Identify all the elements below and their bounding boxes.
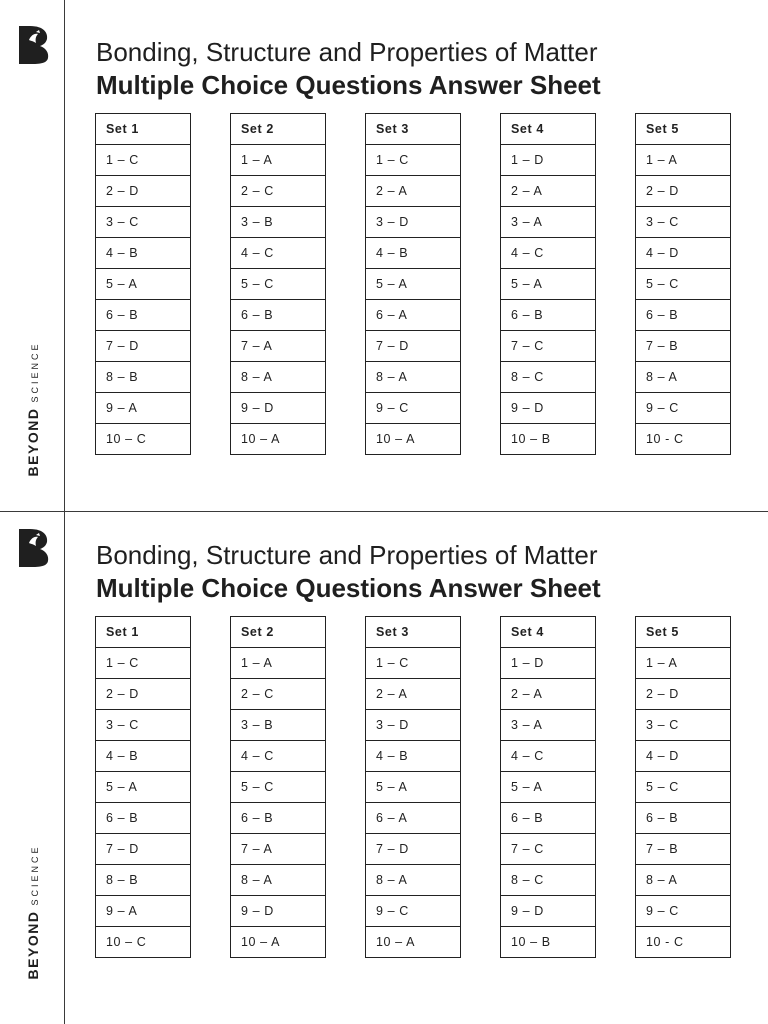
- answer-set-table: [635, 113, 731, 455]
- answer-cell: 3 – A: [501, 710, 595, 741]
- set-header: Set 1: [96, 617, 190, 648]
- answer-cell: 4 – C: [231, 741, 325, 772]
- answer-cell: 6 – B: [231, 300, 325, 331]
- answer-cell: 7 – D: [96, 331, 190, 362]
- answer-cell: 3 – D: [366, 207, 460, 238]
- answer-cell: 4 – B: [96, 238, 190, 269]
- answer-cell: 2 – A: [501, 176, 595, 207]
- answer-cell: 5 – C: [636, 772, 730, 803]
- set-header: Set 4: [501, 114, 595, 145]
- answer-cell: 4 – D: [636, 741, 730, 772]
- answer-cell: 3 – A: [501, 207, 595, 238]
- answer-cell: 8 – A: [636, 362, 730, 393]
- answer-cell: 8 – A: [231, 865, 325, 896]
- answer-cell: 10 – A: [366, 424, 460, 455]
- answer-cell: 1 – A: [636, 648, 730, 679]
- answer-cell: 8 – B: [96, 865, 190, 896]
- answer-cell: 8 – C: [501, 865, 595, 896]
- answer-cell: 3 – C: [96, 710, 190, 741]
- answer-cell: 6 – A: [366, 803, 460, 834]
- answer-cell: 10 – A: [366, 927, 460, 958]
- answer-cell: 7 – D: [366, 331, 460, 362]
- answer-cell: 3 – D: [366, 710, 460, 741]
- answer-cell: 1 – D: [501, 145, 595, 176]
- brand-wordmark: [25, 845, 41, 980]
- answer-cell: 4 – C: [501, 238, 595, 269]
- answer-cell: 10 – B: [501, 424, 595, 455]
- answer-cell: 5 – A: [366, 269, 460, 300]
- answer-set-table: [365, 616, 461, 958]
- answer-cell: 5 – C: [231, 772, 325, 803]
- set-header: Set 5: [636, 617, 730, 648]
- answer-set-table: [95, 113, 191, 455]
- sheet-title: Bonding, Structure and Properties of Matter: [96, 37, 598, 67]
- answer-cell: 8 – A: [366, 865, 460, 896]
- set-header: Set 4: [501, 617, 595, 648]
- answer-cell: 9 – C: [366, 896, 460, 927]
- answer-cell: 1 – A: [636, 145, 730, 176]
- answer-cell: 10 – A: [231, 927, 325, 958]
- set-header: Set 3: [366, 617, 460, 648]
- answer-cell: 10 - C: [636, 424, 730, 455]
- answer-cell: 9 – C: [636, 896, 730, 927]
- answer-cell: 6 – B: [96, 803, 190, 834]
- answer-cell: 9 – D: [231, 896, 325, 927]
- answer-cell: 10 – B: [501, 927, 595, 958]
- answer-cell: 4 – B: [96, 741, 190, 772]
- set-header: Set 5: [636, 114, 730, 145]
- sheet-title: Bonding, Structure and Properties of Matter: [96, 540, 598, 570]
- answer-cell: 9 – C: [366, 393, 460, 424]
- answer-cell: 6 – B: [636, 803, 730, 834]
- set-header: Set 2: [231, 114, 325, 145]
- answer-cell: 6 – B: [501, 300, 595, 331]
- answer-cell: 3 – B: [231, 710, 325, 741]
- answer-cell: 7 – A: [231, 834, 325, 865]
- answer-cell: 9 – C: [636, 393, 730, 424]
- answer-cell: 6 – A: [366, 300, 460, 331]
- answer-cell: 5 – C: [231, 269, 325, 300]
- answer-set-table: [95, 616, 191, 958]
- answer-cell: 5 – C: [636, 269, 730, 300]
- answer-cell: 2 – A: [366, 176, 460, 207]
- answer-cell: 1 – A: [231, 145, 325, 176]
- answer-cell: 10 - C: [636, 927, 730, 958]
- answer-cell: 6 – B: [231, 803, 325, 834]
- answer-cell: 6 – B: [96, 300, 190, 331]
- answer-cell: 7 – C: [501, 834, 595, 865]
- answer-cell: 9 – D: [231, 393, 325, 424]
- answer-cell: 7 – A: [231, 331, 325, 362]
- answer-cell: 5 – A: [501, 772, 595, 803]
- answer-cell: 1 – A: [231, 648, 325, 679]
- answer-cell: 2 – D: [636, 679, 730, 710]
- answer-cell: 10 – C: [96, 927, 190, 958]
- answer-cell: 2 – A: [501, 679, 595, 710]
- answer-cell: 1 – D: [501, 648, 595, 679]
- answer-cell: 4 – B: [366, 741, 460, 772]
- answer-set-table: [635, 616, 731, 958]
- answer-cell: 9 – D: [501, 393, 595, 424]
- sheet-subtitle: Multiple Choice Questions Answer Sheet: [96, 573, 601, 603]
- set-header: Set 3: [366, 114, 460, 145]
- answer-cell: 1 – C: [96, 145, 190, 176]
- answer-cell: 10 – C: [96, 424, 190, 455]
- answer-cell: 10 – A: [231, 424, 325, 455]
- answer-cell: 8 – A: [231, 362, 325, 393]
- answer-cell: 8 – B: [96, 362, 190, 393]
- answer-cell: 4 – C: [501, 741, 595, 772]
- brand-word-science: SCIENCE: [30, 341, 40, 403]
- answer-cell: 9 – A: [96, 393, 190, 424]
- answer-cell: 1 – C: [366, 145, 460, 176]
- answer-cell: 4 – B: [366, 238, 460, 269]
- answer-cell: 2 – D: [636, 176, 730, 207]
- answer-cell: 7 – B: [636, 834, 730, 865]
- answer-cell: 2 – D: [96, 176, 190, 207]
- answer-cell: 5 – A: [501, 269, 595, 300]
- answer-cell: 8 – C: [501, 362, 595, 393]
- answer-set-table: [230, 616, 326, 958]
- answer-cell: 3 – B: [231, 207, 325, 238]
- answer-cell: 8 – A: [366, 362, 460, 393]
- beyond-science-logo-icon: [16, 24, 50, 64]
- sheet-subtitle: Multiple Choice Questions Answer Sheet: [96, 70, 601, 100]
- answer-cell: 7 – C: [501, 331, 595, 362]
- answer-cell: 9 – A: [96, 896, 190, 927]
- answer-sheet: [0, 503, 768, 1015]
- brand-wordmark: [25, 342, 41, 477]
- answer-set-table: [500, 616, 596, 958]
- set-header: Set 1: [96, 114, 190, 145]
- answer-cell: 2 – C: [231, 176, 325, 207]
- beyond-science-logo-icon: [16, 527, 50, 567]
- answer-cell: 2 – C: [231, 679, 325, 710]
- answer-cell: 5 – A: [366, 772, 460, 803]
- answer-cell: 6 – B: [636, 300, 730, 331]
- answer-cell: 4 – D: [636, 238, 730, 269]
- answer-cell: 6 – B: [501, 803, 595, 834]
- answer-set-table: [365, 113, 461, 455]
- answer-cell: 5 – A: [96, 772, 190, 803]
- answer-cell: 1 – C: [366, 648, 460, 679]
- answer-cell: 5 – A: [96, 269, 190, 300]
- set-header: Set 2: [231, 617, 325, 648]
- answer-cell: 2 – A: [366, 679, 460, 710]
- answer-cell: 3 – C: [636, 710, 730, 741]
- answer-cell: 4 – C: [231, 238, 325, 269]
- answer-cell: 1 – C: [96, 648, 190, 679]
- answer-cell: 3 – C: [96, 207, 190, 238]
- answer-set-table: [500, 113, 596, 455]
- answer-cell: 8 – A: [636, 865, 730, 896]
- answer-cell: 2 – D: [96, 679, 190, 710]
- answer-cell: 9 – D: [501, 896, 595, 927]
- brand-word-science: SCIENCE: [30, 844, 40, 906]
- answer-cell: 7 – B: [636, 331, 730, 362]
- answer-set-table: [230, 113, 326, 455]
- brand-word-beyond: BEYOND: [25, 407, 41, 477]
- answer-cell: 7 – D: [366, 834, 460, 865]
- answer-cell: 7 – D: [96, 834, 190, 865]
- brand-word-beyond: BEYOND: [25, 910, 41, 980]
- answer-cell: 3 – C: [636, 207, 730, 238]
